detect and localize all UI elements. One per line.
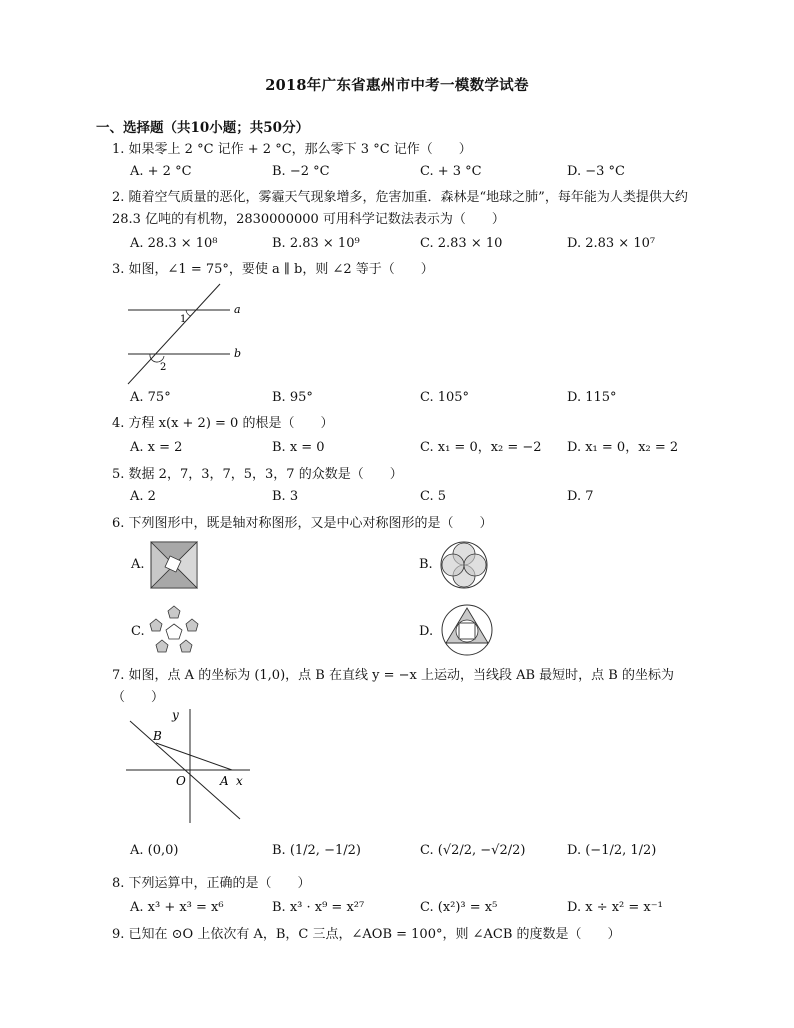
- q6-option-b[interactable]: B.: [419, 557, 433, 572]
- q6-option-c[interactable]: C.: [131, 624, 145, 639]
- q4-option-d[interactable]: D. x₁ = 0，x₂ = 2: [567, 440, 679, 455]
- question-7-stem: 7. 如图，点 A 的坐标为 (1,0)，点 B 在直线 y = −x 上运动，当线段 AB 最短时，点 B 的坐标为（ ）: [112, 668, 674, 705]
- label-x: x: [236, 774, 243, 788]
- q3-option-a[interactable]: A. 75°: [130, 390, 171, 405]
- page-title: 2018年广东省惠州市中考一模数学试卷: [265, 77, 529, 94]
- label-angle-1: 1: [180, 314, 187, 325]
- q1-option-a[interactable]: A. + 2 °C: [130, 164, 192, 179]
- label-a: A: [220, 774, 229, 788]
- q6-figure-b-four-circles: [439, 540, 489, 590]
- q3-option-c[interactable]: C. 105°: [420, 390, 470, 405]
- q1-option-b[interactable]: B. −2 °C: [272, 164, 330, 179]
- q5-option-c[interactable]: C. 5: [420, 489, 447, 504]
- q8-option-b[interactable]: B. x³ · x⁹ = x²⁷: [272, 900, 365, 915]
- label-a: a: [234, 303, 241, 316]
- label-y: y: [172, 708, 179, 722]
- section-heading: 一、选择题（共10小题；共50分）: [96, 120, 310, 136]
- question-8-options: [130, 897, 710, 919]
- question-1-options: [130, 161, 710, 183]
- q5-option-d[interactable]: D. 7: [567, 489, 594, 504]
- q3-option-d[interactable]: D. 115°: [567, 390, 617, 405]
- q7-option-a[interactable]: A. (0,0): [130, 843, 179, 858]
- q2-option-b[interactable]: B. 2.83 × 10⁹: [272, 236, 360, 251]
- question-4-stem: 4. 方程 x(x + 2) = 0 的根是（ ）: [112, 416, 334, 431]
- q7-option-b[interactable]: B. (1/2, −1/2): [272, 843, 361, 858]
- question-2-stem: 2. 随着空气质量的恶化，雾霾天气现象增多，危害加重．森林是“地球之肺”，每年能为人类提供大约 28.3 亿吨的有机物，2830000000 可用科学记数法表示为（ ）: [112, 190, 688, 227]
- question-8-stem: 8. 下列运算中，正确的是（ ）: [112, 876, 311, 891]
- q8-option-c[interactable]: C. (x²)³ = x⁵: [420, 900, 498, 915]
- segment-ab: [156, 743, 232, 770]
- q6-option-a[interactable]: A.: [131, 557, 145, 572]
- q2-option-c[interactable]: C. 2.83 × 10: [420, 236, 503, 251]
- q1-option-d[interactable]: D. −3 °C: [567, 164, 625, 179]
- question-7-options: [130, 840, 710, 862]
- question-4-options: [130, 437, 710, 459]
- label-b: B: [153, 729, 162, 743]
- q7-option-d[interactable]: D. (−1/2, 1/2): [567, 843, 657, 858]
- question-6-stem: 6. 下列图形中，既是轴对称图形，又是中心对称图形的是（ ）: [112, 516, 493, 531]
- question-5-options: [130, 486, 710, 508]
- label-angle-2: 2: [160, 362, 167, 373]
- q2-option-d[interactable]: D. 2.83 × 10⁷: [567, 236, 656, 251]
- q3-option-b[interactable]: B. 95°: [272, 390, 313, 405]
- q4-option-b[interactable]: B. x = 0: [272, 440, 325, 455]
- question-2-options: [130, 233, 710, 255]
- q6-figure-a-pinwheel-square: [150, 541, 198, 589]
- q1-option-c[interactable]: C. + 3 °C: [420, 164, 482, 179]
- q8-option-a[interactable]: A. x³ + x³ = x⁶: [130, 900, 224, 915]
- transversal: [128, 284, 220, 384]
- question-5-stem: 5. 数据 2，7，3，7，5，3，7 的众数是（ ）: [112, 467, 403, 482]
- q4-option-c[interactable]: C. x₁ = 0，x₂ = −2: [420, 440, 542, 455]
- coordinate-figure: [120, 707, 260, 827]
- q6-figure-c-pentagons: [148, 604, 200, 654]
- q5-option-a[interactable]: A. 2: [130, 489, 156, 504]
- question-1-stem: 1. 如果零上 2 °C 记作 + 2 °C，那么零下 3 °C 记作（ ）: [112, 142, 472, 157]
- q6-figure-d-circle-triangle-square: [440, 603, 494, 657]
- angle-1-arc: [186, 310, 191, 316]
- question-3-stem: 3. 如图，∠1 = 75°，要使 a ∥ b，则 ∠2 等于（ ）: [112, 262, 434, 277]
- label-b: b: [234, 347, 242, 360]
- q4-option-a[interactable]: A. x = 2: [130, 440, 183, 455]
- parallel-lines-figure: [120, 280, 260, 390]
- q7-option-c[interactable]: C. (√2/2, −√2/2): [420, 843, 526, 858]
- label-o: O: [176, 774, 186, 788]
- q6-option-d[interactable]: D.: [419, 624, 434, 639]
- q5-option-b[interactable]: B. 3: [272, 489, 299, 504]
- question-9-stem: 9. 已知在 ⊙O 上依次有 A，B，C 三点，∠AOB = 100°，则 ∠ACB 的度数是（ ）: [112, 927, 621, 942]
- question-3-options: [130, 387, 710, 409]
- q2-option-a[interactable]: A. 28.3 × 10⁸: [130, 236, 218, 251]
- q8-option-d[interactable]: D. x ÷ x² = x⁻¹: [567, 900, 663, 915]
